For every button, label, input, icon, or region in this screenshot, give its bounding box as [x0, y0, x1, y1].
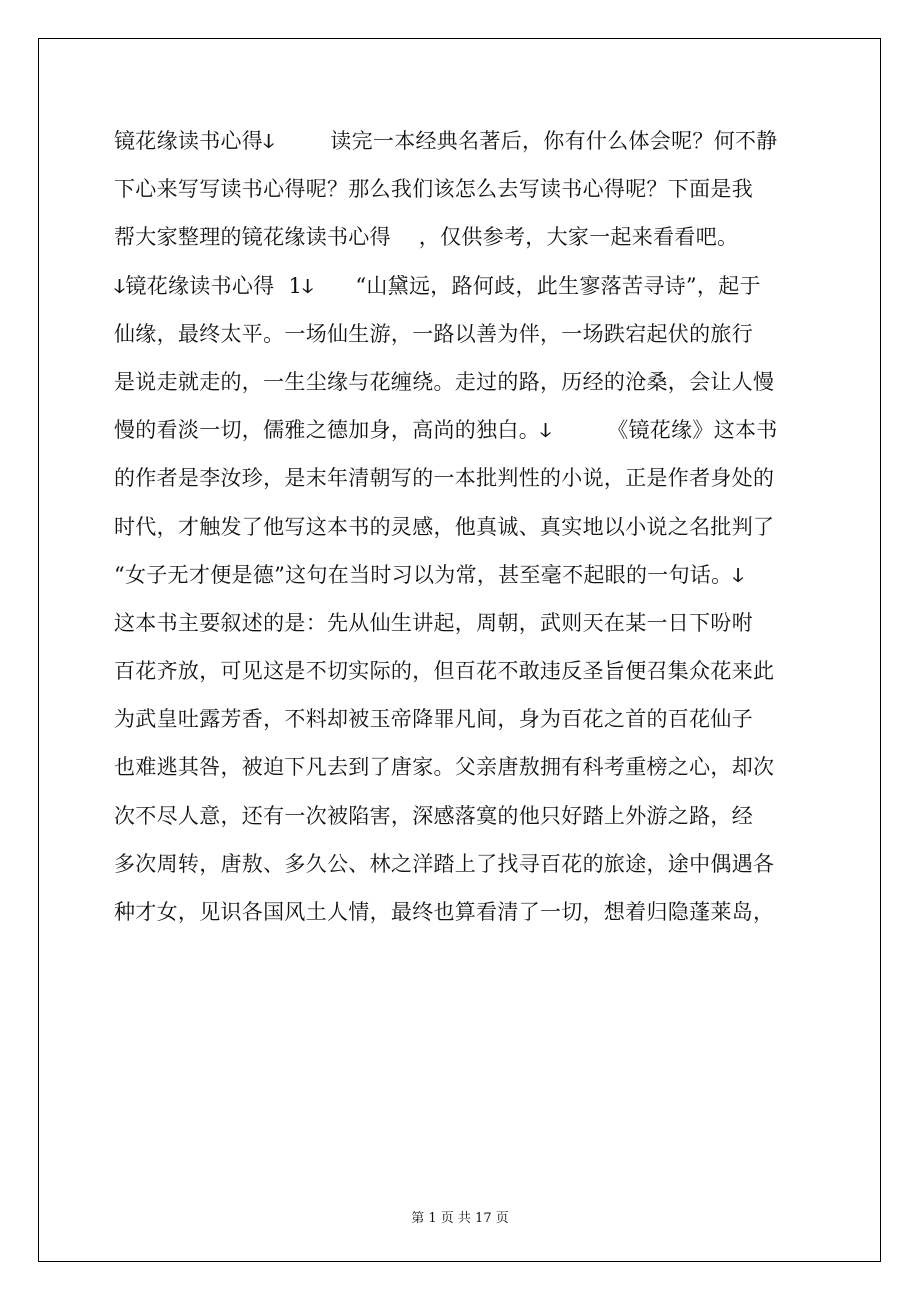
text-line: 次不尽人意，还有一次被陷害，深感落寞的他只好踏上外游之路，经: [114, 803, 753, 828]
text-line: 帮大家整理的镜花缘读书心得 ，仅供参考，大家一起来看看吧。: [114, 225, 739, 250]
text-line: 种才女，见识各国风土人情，最终也算看清了一切，想着归隐蓬莱岛，: [114, 900, 775, 924]
text-line: “女子无才便是德”这句在当时习以为常，甚至毫不起眼的一句话。ↆ: [114, 562, 744, 587]
text-line: 是说走就走的，一生尘缘与花缠绕。走过的路，历经的沧桑，会让人慢: [114, 369, 775, 394]
text-line: 这本书主要叙述的是：先从仙生讲起，周朝，武则天在某一日下吩咐: [114, 610, 753, 635]
text-line: 下心来写写读书心得呢？那么我们该怎么去写读书心得呢？下面是我: [114, 177, 753, 202]
text-line: 的作者是李汝珍，是末年清朝写的一本批判性的小说，正是作者身处的: [114, 466, 775, 491]
text-line: 为武皇吐露芳香，不料却被玉帝降罪凡间，身为百花之首的百花仙子: [114, 707, 753, 732]
text-line: 仙缘，最终太平。一场仙生游，一路以善为伴，一场跌宕起伏的旅行: [114, 321, 753, 346]
text-line: 慢的看淡一切，儒雅之德加身，高尚的独白。ↆ 《镜花缘》这本书: [114, 418, 778, 443]
text-line: 百花齐放，可见这是不切实际的，但百花不敢违反圣旨便召集众花来此: [114, 659, 775, 684]
document-body: [114, 117, 814, 936]
text-line: 多次周转，唐敖、多久公、林之洋踏上了找寻百花的旅途，途中偶遇各: [114, 851, 775, 876]
text-line: 镜花缘读书心得ↆ 读完一本经典名著后，你有什么体会呢？何不静: [114, 129, 778, 153]
text-line: 也难逃其咎，被迫下凡去到了唐家。父亲唐敖拥有科考重榜之心，却次: [114, 755, 775, 780]
text-line: 时代，才触发了他写这本书的灵感，他真诚、真实地以小说之名批判了: [114, 514, 775, 539]
page-number-footer: 第 1 页 共 17 页: [411, 1211, 509, 1226]
text-line: ↆ镜花缘读书心得 1ↆ “山黛远，路何歧，此生寥落苦寻诗”，起于: [114, 273, 761, 298]
